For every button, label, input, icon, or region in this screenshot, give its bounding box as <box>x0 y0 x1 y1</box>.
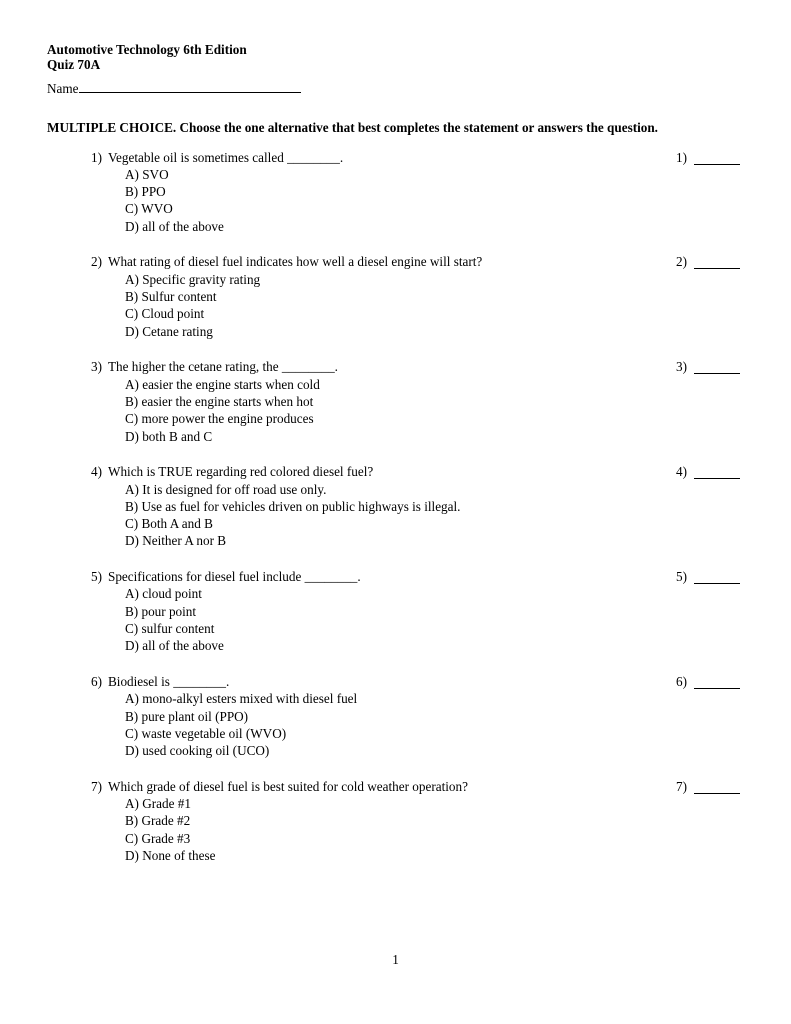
choice-list <box>125 585 745 654</box>
answer-number: 3) <box>676 359 687 375</box>
choice-list <box>125 481 745 550</box>
choice-list <box>125 166 745 235</box>
choice: D) Neither A nor B <box>125 533 227 549</box>
question-number: 3) <box>91 359 102 375</box>
page-number: 1 <box>392 952 399 967</box>
choice: D) all of the above <box>125 218 224 234</box>
choice: B) pour point <box>125 603 197 619</box>
choice: A) SVO <box>125 166 169 182</box>
question-row <box>47 253 745 270</box>
choice: B) Grade #2 <box>125 813 191 829</box>
answer-blank-line <box>694 467 740 479</box>
choice: C) Grade #3 <box>125 830 191 846</box>
question-row <box>47 149 745 166</box>
question-block <box>47 149 745 235</box>
answer-number: 1) <box>676 149 687 165</box>
answer-blank-line <box>694 572 740 584</box>
question-block <box>47 778 745 864</box>
answer-number: 4) <box>676 464 687 480</box>
choice-list <box>125 690 745 759</box>
question-number: 5) <box>91 569 102 585</box>
choice: B) pure plant oil (PPO) <box>125 708 249 724</box>
choice: B) easier the engine starts when hot <box>125 393 314 409</box>
answer-slot <box>676 778 745 795</box>
question-row <box>47 778 745 795</box>
question-text: Specifications for diesel fuel include ________. <box>108 569 361 585</box>
choice: B) Use as fuel for vehicles driven on public highways is illegal. <box>125 498 461 514</box>
choice-list <box>125 795 745 864</box>
choice: C) more power the engine produces <box>125 411 314 427</box>
name-label: Name <box>47 81 79 96</box>
answer-blank-line <box>694 153 740 165</box>
answer-slot <box>676 568 745 585</box>
choice: C) waste vegetable oil (WVO) <box>125 725 287 741</box>
answer-slot <box>676 463 745 480</box>
choice: D) both B and C <box>125 428 213 444</box>
answer-number: 6) <box>676 673 687 689</box>
choice: A) Specific gravity rating <box>125 271 261 287</box>
choice: A) Grade #1 <box>125 796 191 812</box>
question-text: What rating of diesel fuel indicates how well a diesel engine will start? <box>108 254 483 270</box>
choice: B) Sulfur content <box>125 289 217 305</box>
answer-slot <box>676 358 745 375</box>
answer-blank-line <box>694 677 740 689</box>
question-text: Biodiesel is ________. <box>108 673 230 689</box>
question-text: Which grade of diesel fuel is best suited for cold weather operation? <box>108 778 468 794</box>
question-row <box>47 568 745 585</box>
question-text: Vegetable oil is sometimes called ________. <box>108 149 344 165</box>
choice: A) easier the engine starts when cold <box>125 376 320 392</box>
question-number: 2) <box>91 254 102 270</box>
instructions-heading: MULTIPLE CHOICE. Choose the one alternative that best completes the statement or answers the question. <box>47 120 658 136</box>
answer-number: 5) <box>676 569 687 585</box>
choice: B) PPO <box>125 184 166 200</box>
answer-blank-line <box>694 782 740 794</box>
question-row <box>47 358 745 375</box>
question-list <box>47 149 745 865</box>
answer-slot <box>676 673 745 690</box>
choice: C) WVO <box>125 201 173 217</box>
choice: D) Cetane rating <box>125 323 213 339</box>
choice-list <box>125 376 745 445</box>
choice: D) all of the above <box>125 638 224 654</box>
question-block <box>47 253 745 339</box>
quiz-title: Quiz 70A <box>47 56 101 72</box>
choice: A) It is designed for off road use only. <box>125 481 327 497</box>
question-number: 7) <box>91 778 102 794</box>
choice: C) Both A and B <box>125 516 213 532</box>
answer-slot <box>676 253 745 270</box>
question-block <box>47 673 745 759</box>
question-row <box>47 673 745 690</box>
answer-number: 7) <box>676 778 687 794</box>
name-row <box>47 80 745 97</box>
question-text: The higher the cetane rating, the ________. <box>108 359 338 375</box>
question-block <box>47 568 745 654</box>
answer-blank-line <box>694 257 740 269</box>
name-blank-line <box>79 81 301 93</box>
answer-number: 2) <box>676 254 687 270</box>
choice: D) None of these <box>125 848 216 864</box>
choice-list <box>125 271 745 340</box>
question-block <box>47 358 745 444</box>
answer-blank-line <box>694 362 740 374</box>
question-number: 6) <box>91 673 102 689</box>
question-number: 4) <box>91 464 102 480</box>
choice: A) cloud point <box>125 586 202 602</box>
question-number: 1) <box>91 149 102 165</box>
choice: A) mono-alkyl esters mixed with diesel fuel <box>125 691 358 707</box>
question-block <box>47 463 745 549</box>
choice: D) used cooking oil (UCO) <box>125 743 270 759</box>
choice: C) Cloud point <box>125 306 205 322</box>
answer-slot <box>676 149 745 166</box>
question-text: Which is TRUE regarding red colored diesel fuel? <box>108 464 374 480</box>
page-content <box>47 43 745 883</box>
course-title: Automotive Technology 6th Edition <box>47 42 247 57</box>
choice: C) sulfur content <box>125 620 215 636</box>
question-row <box>47 463 745 480</box>
